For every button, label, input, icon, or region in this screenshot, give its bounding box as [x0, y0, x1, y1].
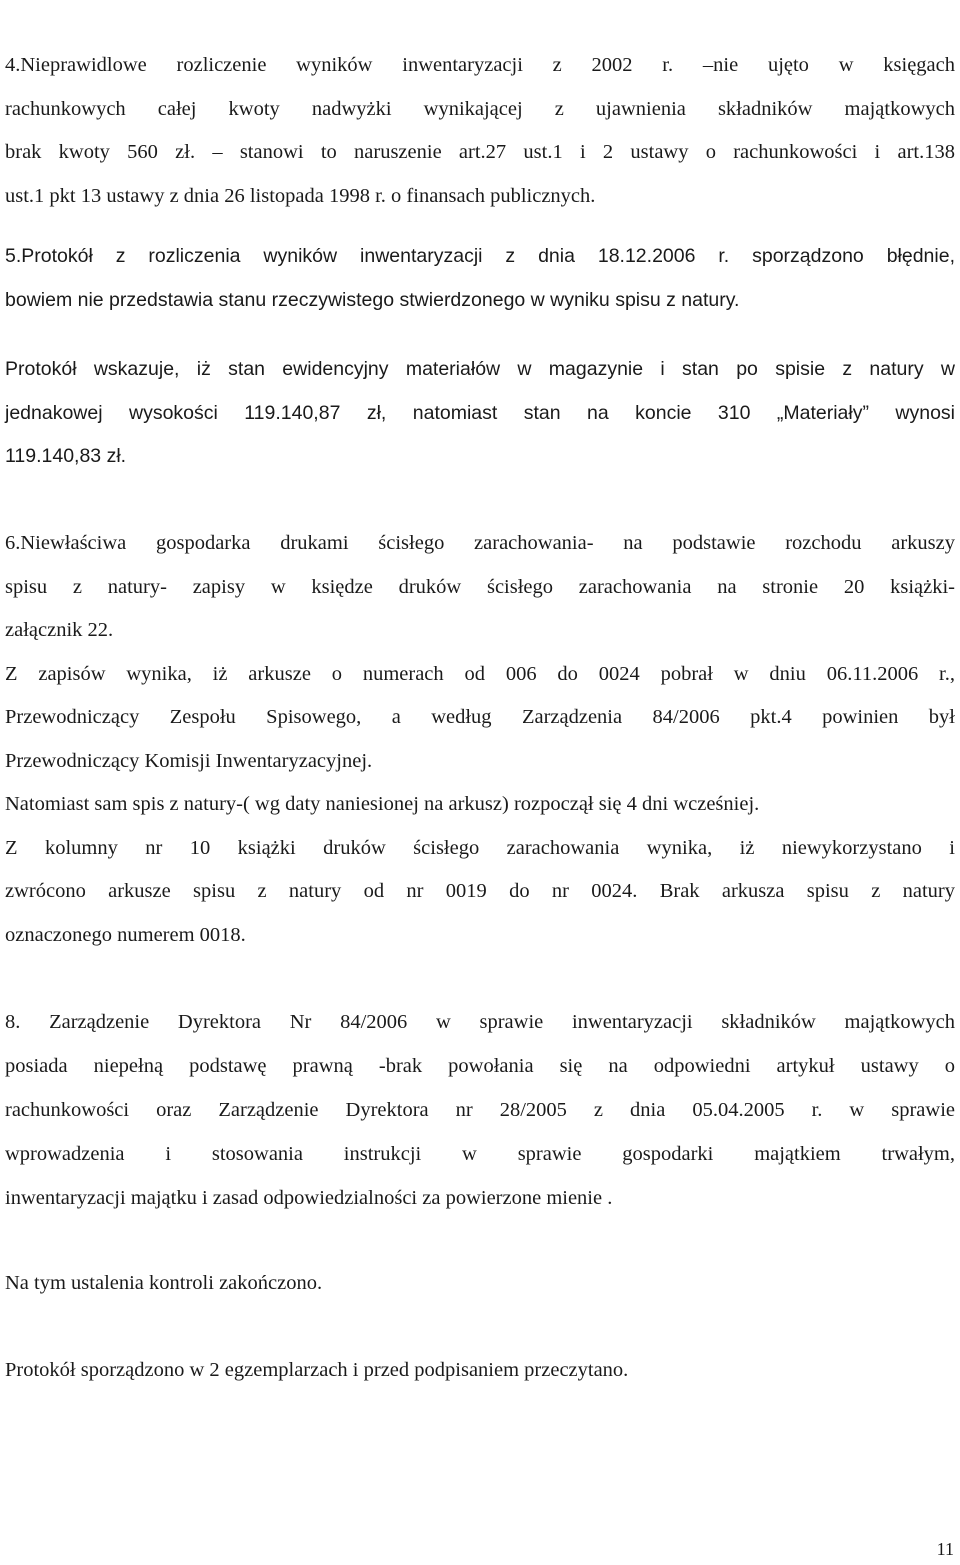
paragraph-6-line: załącznik 22. — [5, 619, 114, 641]
paragraph-5-line: bowiem nie przedstawia stanu rzeczywistego stwierdzonego w wyniku spisu z natury. — [5, 288, 740, 311]
paragraph-5-intro — [5, 235, 955, 322]
paragraph-8-line: 8. Zarządzenie Dyrektora Nr 84/2006 w sprawie inwentaryzacji składników majątkowych — [5, 1011, 955, 1033]
paragraph-6-line: Natomiast sam spis z natury-( wg daty naniesionej na arkusz) rozpoczął się 4 dni wcześniej. — [5, 793, 760, 815]
paragraph-6-line: zwrócono arkusze spisu z natury od nr 0019 do nr 0024. Brak arkusza spisu z natury — [5, 880, 955, 902]
paragraph-4-line: brak kwoty 560 zł. – stanowi to naruszenie art.27 ust.1 i 2 ustawy o rachunkowości i art.138 — [5, 141, 955, 163]
paragraph-6-line: oznaczonego numerem 0018. — [5, 923, 246, 946]
paragraph-8-line: posiada niepełną podstawę prawną -brak powołania się na odpowiedni artykuł ustawy o — [5, 1055, 955, 1077]
protocol-statement — [5, 1348, 955, 1392]
closing-statement — [5, 1261, 955, 1305]
paragraph-6 — [5, 522, 955, 957]
protocol-statement-line: Protokół sporządzono w 2 egzemplarzach i przed podpisaniem przeczytano. — [5, 1359, 629, 1381]
paragraph-6-line: Przewodniczący Komisji Inwentaryzacyjnej. — [5, 749, 373, 772]
paragraph-4-line: ust.1 pkt 13 ustawy z dnia 26 listopada 1998 r. o finansach publicznych. — [5, 184, 596, 207]
paragraph-5-details-line: jednakowej wysokości 119.140,87 zł, natomiast stan na koncie 310 „Materiały” wynosi — [5, 401, 955, 424]
paragraph-5-details-line: Protokół wskazuje, iż stan ewidencyjny materiałów w magazynie i stan po spisie z natury w — [5, 358, 955, 380]
paragraph-6-line: 6.Niewłaściwa gospodarka drukami ścisłego zarachowania- na podstawie rozchodu arkuszy — [5, 532, 955, 554]
paragraph-8-line: wprowadzenia i stosowania instrukcji w sprawie gospodarki majątkiem trwałym, — [5, 1143, 955, 1165]
paragraph-8-line: rachunkowości oraz Zarządzenie Dyrektora nr 28/2005 z dnia 05.04.2005 r. w sprawie — [5, 1099, 955, 1121]
paragraph-5-details — [5, 348, 955, 479]
paragraph-4-line: rachunkowych całej kwoty nadwyżki wynikającej z ujawnienia składników majątkowych — [5, 97, 955, 120]
paragraph-6-line: spisu z natury- zapisy w księdze druków ścisłego zarachowania na stronie 20 książki- — [5, 575, 955, 598]
paragraph-5-line: 5.Protokół z rozliczenia wyników inwentaryzacji z dnia 18.12.2006 r. sporządzono błędnie, — [5, 245, 955, 267]
paragraph-5-details-line: 119.140,83 zł. — [5, 445, 127, 467]
paragraph-6-line: Z zapisów wynika, iż arkusze o numerach od 006 do 0024 pobrał w dniu 06.11.2006 r., — [5, 662, 955, 685]
page-number: 11 — [936, 1539, 954, 1559]
paragraph-8-line: inwentaryzacji majątku i zasad odpowiedzialności za powierzone mienie . — [5, 1187, 613, 1209]
closing-statement-line: Na tym ustalenia kontroli zakończono. — [5, 1272, 323, 1294]
paragraph-8 — [5, 1000, 955, 1220]
paragraph-6-line: Przewodniczący Zespołu Spisowego, a według Zarządzenia 84/2006 pkt.4 powinien był — [5, 706, 955, 728]
paragraph-4-line: 4.Nieprawidlowe rozliczenie wyników inwentaryzacji z 2002 r. –nie ujęto w księgach — [5, 54, 955, 76]
paragraph-4 — [5, 44, 955, 218]
paragraph-6-line: Z kolumny nr 10 książki druków ścisłego zarachowania wynika, iż niewykorzystano i — [5, 836, 955, 859]
